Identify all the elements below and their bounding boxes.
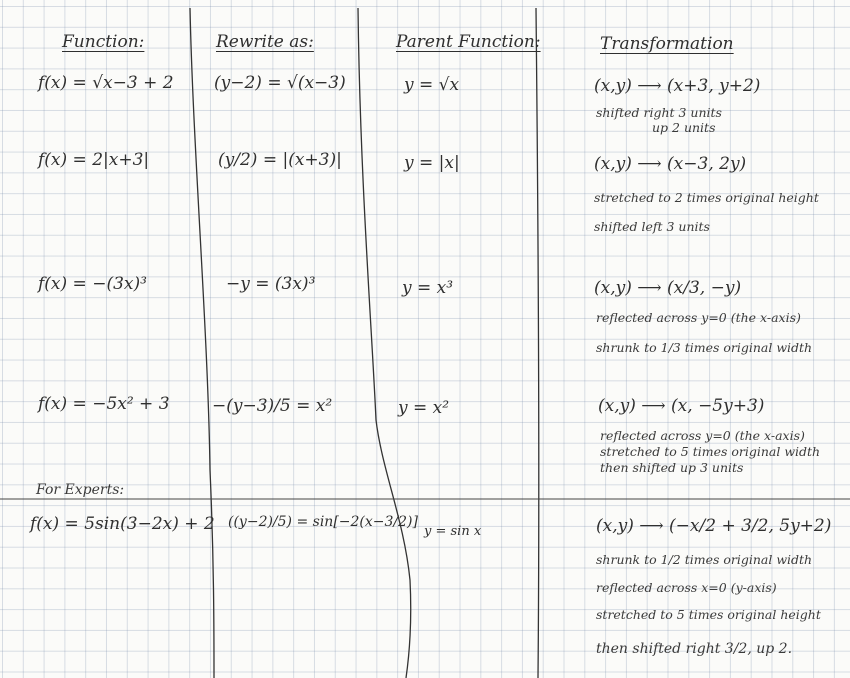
experts-label: For Experts:	[36, 482, 125, 498]
row2-function: f(x) = 2|x+3|	[38, 150, 150, 170]
row1-parent: y = √x	[404, 75, 460, 95]
row1-note-1: shifted right 3 units	[596, 105, 722, 120]
divider-line-2	[358, 8, 411, 678]
row1-function: f(x) = √x−3 + 2	[38, 73, 174, 93]
divider-line-3	[536, 8, 539, 678]
divider-line-1	[190, 8, 214, 678]
row3-note-1: reflected across y=0 (the x-axis)	[596, 310, 801, 325]
row4-mapping: (x,y) ⟶ (x, −5y+3)	[598, 396, 765, 416]
row3-rewrite: −y = (3x)³	[226, 274, 316, 294]
row1-mapping: (x,y) ⟶ (x+3, y+2)	[594, 76, 761, 96]
row2-parent: y = |x|	[404, 153, 460, 173]
experts-mapping: (x,y) ⟶ (−x/2 + 3/2, 5y+2)	[596, 516, 832, 536]
header-rewrite: Rewrite as:	[216, 32, 314, 52]
experts-note-1: shrunk to 1/2 times original width	[596, 552, 813, 567]
header-transformation: Transformation	[600, 34, 734, 54]
row4-note-1: reflected across y=0 (the x-axis)	[600, 428, 805, 443]
experts-parent: y = sin x	[424, 524, 482, 539]
experts-note-3: stretched to 5 times original height	[596, 607, 821, 622]
row4-note-2: stretched to 5 times original width	[600, 444, 821, 459]
row3-note-2: shrunk to 1/3 times original width	[596, 340, 813, 355]
row1-rewrite: (y−2) = √(x−3)	[214, 73, 346, 93]
row3-mapping: (x,y) ⟶ (x/3, −y)	[594, 278, 742, 298]
row2-mapping: (x,y) ⟶ (x−3, 2y)	[594, 154, 747, 174]
experts-note-2: reflected across x=0 (y-axis)	[596, 580, 777, 595]
row1-note-2: up 2 units	[652, 120, 716, 135]
row2-rewrite: (y/2) = |(x+3)|	[218, 150, 342, 170]
row3-function: f(x) = −(3x)³	[38, 274, 147, 294]
row2-note-1: stretched to 2 times original height	[594, 190, 819, 205]
row4-rewrite: −(y−3)/5 = x²	[212, 396, 333, 416]
experts-rewrite: ((y−2)/5) = sin[−2(x−3/2)]	[228, 514, 418, 530]
header-parent: Parent Function:	[396, 32, 541, 52]
row4-function: f(x) = −5x² + 3	[38, 394, 170, 414]
header-function: Function:	[62, 32, 145, 52]
experts-note-4: then shifted right 3/2, up 2.	[596, 641, 793, 657]
row4-parent: y = x²	[398, 398, 450, 418]
row3-parent: y = x³	[402, 278, 454, 298]
experts-function: f(x) = 5sin(3−2x) + 2	[30, 514, 215, 534]
row2-note-2: shifted left 3 units	[594, 219, 710, 234]
row4-note-3: then shifted up 3 units	[600, 460, 744, 475]
